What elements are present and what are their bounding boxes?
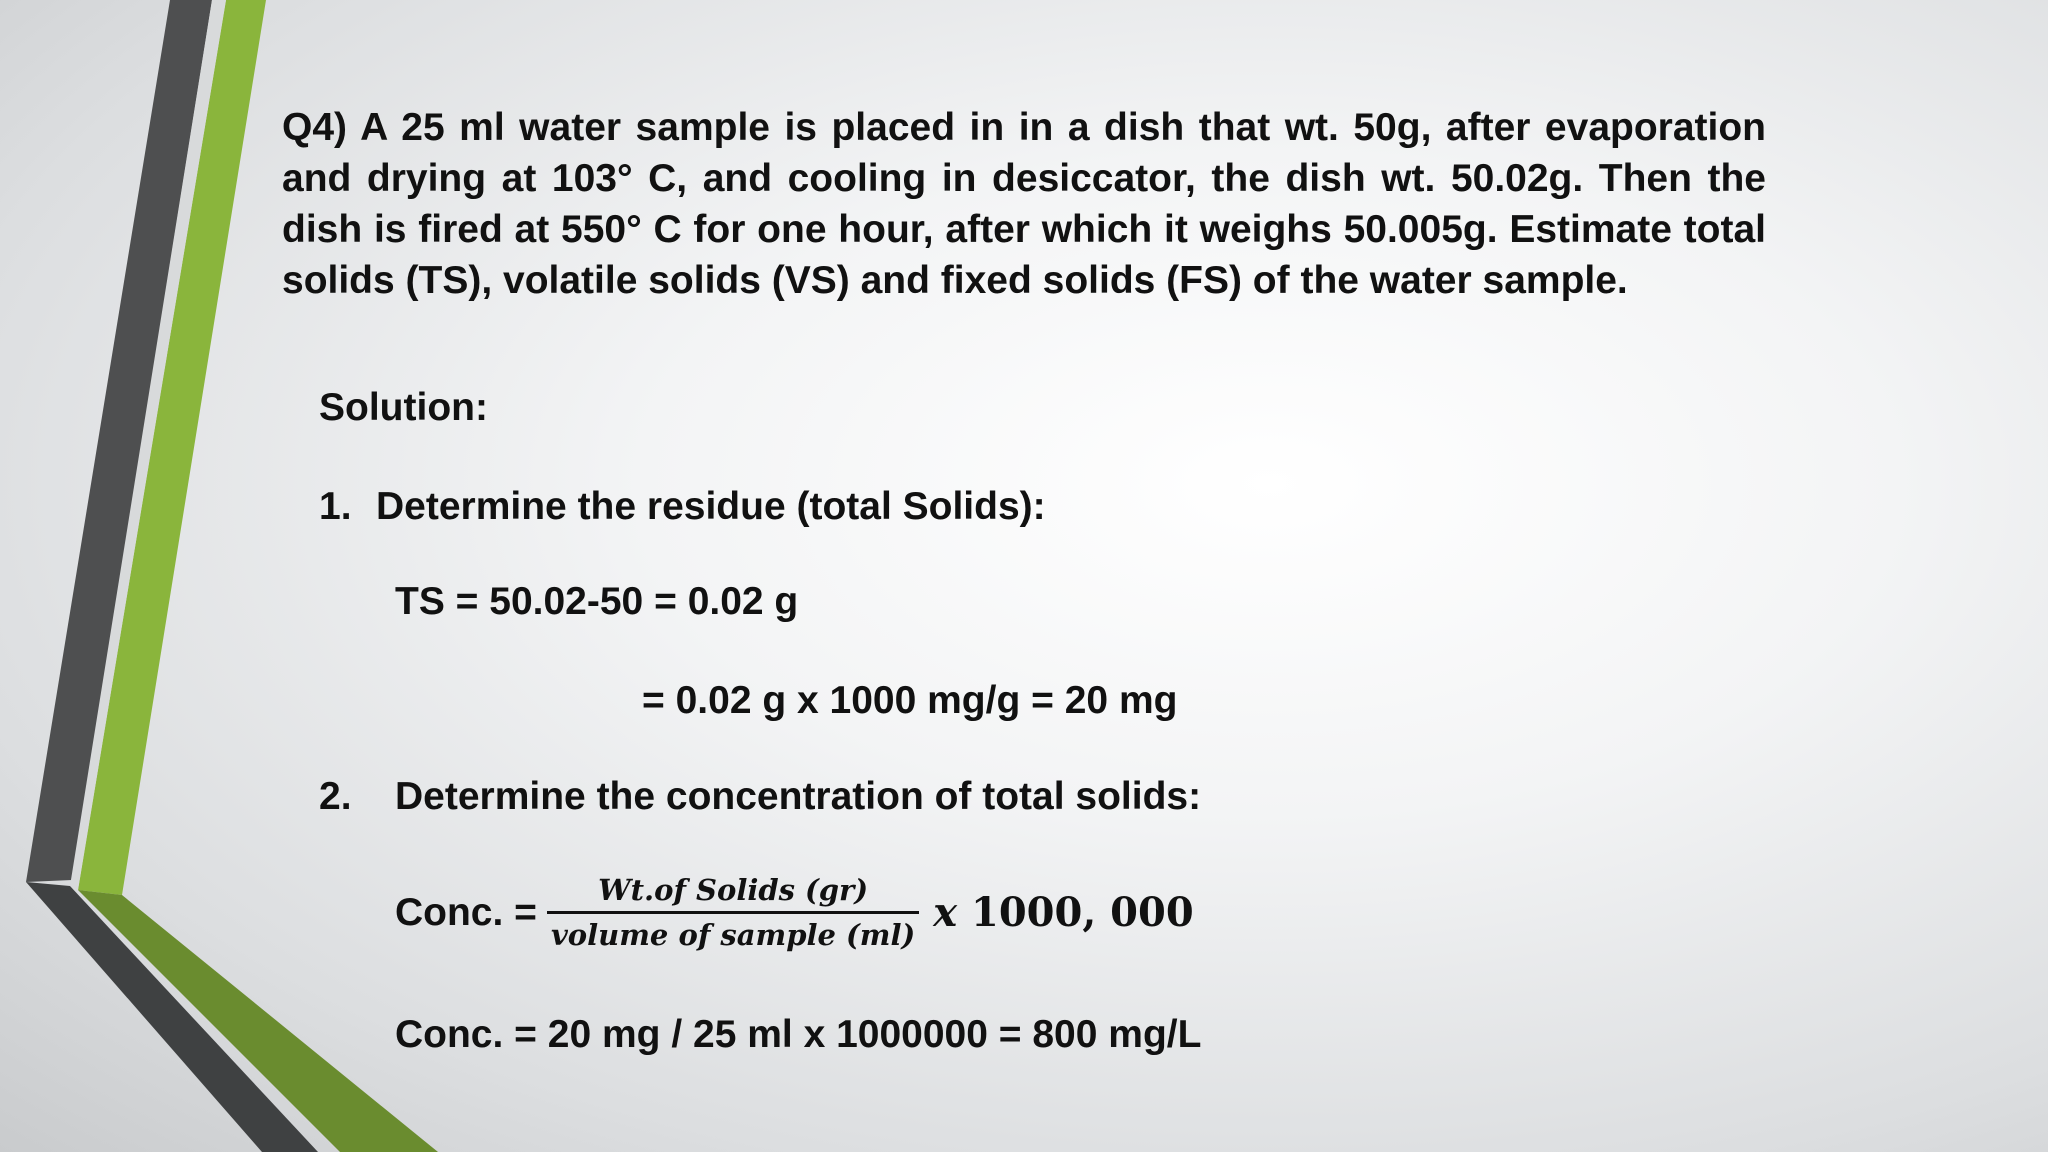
formula-fraction (547, 872, 919, 953)
multiplier-x: x (933, 889, 958, 936)
concentration-result: Conc. = 20 mg / 25 ml x 1000000 = 800 mg/L (395, 1013, 1202, 1056)
concentration-formula (395, 872, 1194, 953)
step-1-text: Determine the residue (total Solids): (376, 485, 1046, 528)
step-2-number: 2. (319, 775, 352, 818)
formula-label: Conc. = (395, 890, 537, 934)
step-1-number: 1. (319, 485, 352, 528)
formula-denominator: volume of sample (ml) (550, 918, 916, 952)
step-2 (319, 775, 1201, 819)
step-2-text: Determine the concentration of total solids: (395, 775, 1202, 818)
ts-calculation-line-1: TS = 50.02-50 = 0.02 g (395, 580, 799, 623)
question-text: Q4) A 25 ml water sample is placed in in a dish that wt. 50g, after evaporation and drying at 103° C, and cooling in desiccator, the dish wt. 50.02g. Then the dish is fired at 550° C for one hour, after which it weighs 50.005g. Estimate total solids (TS), volatile solids (VS) and fixed solids (FS) of the water sample. (282, 106, 1766, 302)
ts-calculation-line-2: = 0.02 g x 1000 mg/g = 20 mg (642, 679, 1178, 722)
light-highlight (70, 0, 226, 890)
multiplier-value: 1000, 000 (970, 889, 1194, 936)
formula-multiplier (933, 889, 1193, 936)
dark-stripe-diagonal (26, 882, 318, 1152)
formula-numerator: Wt.of Solids (gr) (598, 873, 869, 907)
step-1 (319, 485, 1046, 529)
solution-heading: Solution: (319, 386, 488, 429)
fraction-bar (547, 911, 919, 914)
